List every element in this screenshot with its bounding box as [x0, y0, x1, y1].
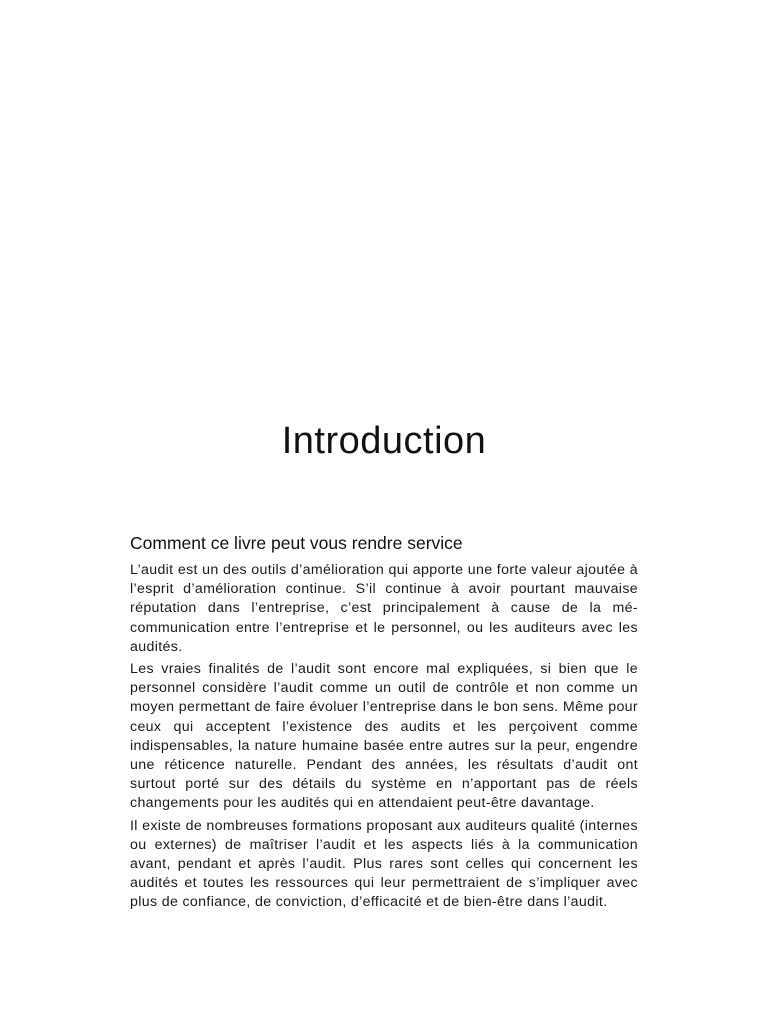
chapter-title: Introduction	[281, 420, 487, 462]
section-body	[130, 533, 638, 916]
section-heading: Comment ce livre peut vous rendre service	[130, 533, 463, 553]
paragraph: Il existe de nombreuses formations proposant aux auditeurs qualité (internes ou externes) de maîtriser l’audit et les aspects liés à la communication avant, pendant et après l’audit. Plus rares sont celles qui concernent les audités et toutes les ressources qui leur permettraient de s’impliquer avec plus de confiance, de conviction, d’efficacité et de bien-être dans l’audit.	[130, 817, 638, 911]
paragraph: L’audit est un des outils d’amélioration qui apporte une forte valeur ajoutée à l’esprit d’amélioration continue. S’il continue à avoir pourtant mauvaise réputation dans l’entreprise, c’est principalement à cause de la mé-communication entre l’entreprise et le personnel, ou les auditeurs avec les audités.	[130, 562, 638, 655]
paragraph: Les vraies finalités de l’audit sont encore mal expliquées, si bien que le personnel considère l’audit comme un outil de contrôle et non comme un moyen permettant de faire évoluer l’entreprise dans le bon sens. Même pour ceux qui acceptent l’existence des audits et les perçoivent comme indispensables, la nature humaine basée entre autres sur la peur, engendre une réticence naturelle. Pendant des années, les résultats d’audit ont surtout porté sur des détails du système en n’apportant pas de réels changements pour les audités qui en attendaient peut-être davantage.	[130, 661, 638, 812]
